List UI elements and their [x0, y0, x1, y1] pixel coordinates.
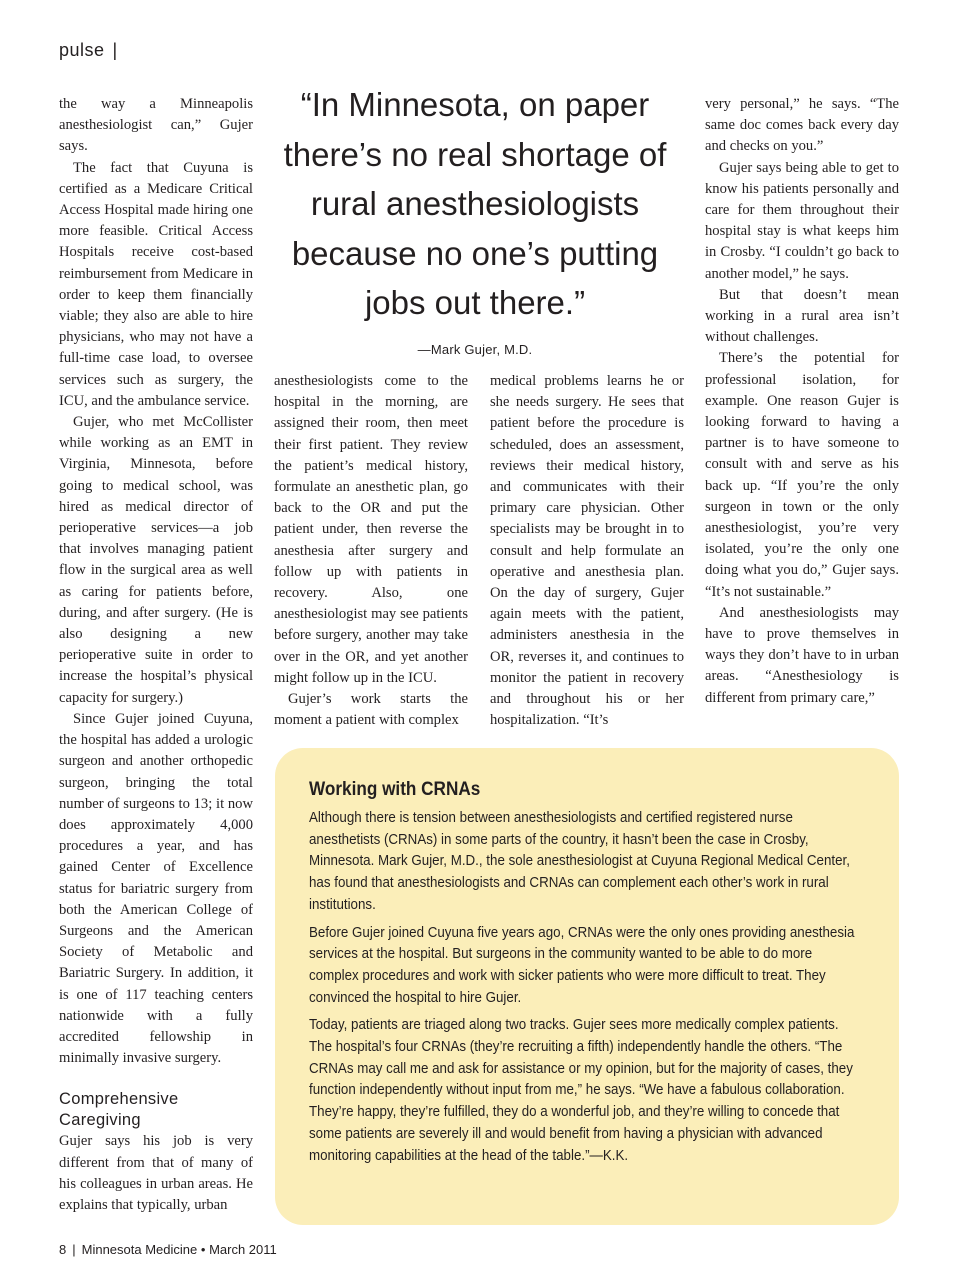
paragraph: Gujer says his job is very different from that of many of his colleagues in urban areas. He explains that typically, urban: [59, 1133, 253, 1213]
article-column-1: [59, 94, 253, 1229]
paragraph: The fact that Cuyuna is certified as a Medicare Critical Access Hospital made hiring one more feasible. Critical Access Hospitals receive cost-based reimbursement from Medicare in order to keep them financially viable; they also are able to hire physicians, who may not have a full-time case load, to oversee services such as surgery, the ICU, and the ambulance service.: [59, 159, 253, 409]
pull-quote-text: “In Minnesota, on paper there’s no real shortage of rural anesthesiologists because no one’s putting jobs out there.”: [283, 86, 667, 321]
pull-quote: [280, 80, 670, 357]
paragraph: Gujer, who met McCollister while working as an EMT in Virginia, Minnesota, before going to medical school, was hired as medical director of perioperative services—a job that involves managing patient flow in the surgical area as well as caring for patients before, during, and after surgery. (He is also designing a new perioperative suite in order to increase the hospital’s physical capacity for surgery.): [59, 414, 253, 706]
article-column-2: [274, 371, 468, 741]
article-column-4: [705, 94, 899, 744]
sidebar-paragraph: Today, patients are triaged along two tracks. Gujer sees more medically complex patients. The hospital’s four CRNAs (they’re recruiting a fifth) independently handle the others. “The CRNAs may call me and ask for assistance or my opinion, but for the majority of cases, they function independently without input from me,” he says. “We have a fabulous collaboration. They’re happy, they’re fulfilled, they do a wonderful job, and they’re willing to concede that some patients are severely ill and would benefit from having a physician with advanced monitoring capabilities at the head of the table.”—K.K.: [309, 1016, 853, 1164]
sidebar-paragraph: Before Gujer joined Cuyuna five years ago, CRNAs were the only ones providing anesthesia services at the hospital. But surgeons in the community wanted to be able to do more complex procedures and work with sicker patients who were more difficult to treat. They convinced the hospital to hire Gujer.: [309, 923, 855, 1006]
paragraph: But that doesn’t mean working in a rural area isn’t without challenges.: [705, 286, 899, 346]
issue-date: March 2011: [209, 1242, 277, 1257]
section-subhead: Comprehensive Caregiving: [59, 1090, 179, 1130]
sidebar-box: [275, 748, 899, 1225]
paragraph: Gujer says being able to get to know his patients personally and care for them throughout their hospital stay is what keeps him in Crosby. “I couldn’t go back to another model,” he says.: [705, 159, 899, 282]
running-head: [59, 40, 118, 61]
publication-name: Minnesota Medicine: [81, 1242, 198, 1257]
paragraph: There’s the potential for professional isolation, for example. One reason Gujer is looking forward to having a partner is to have someone to consult with and serve as his back up. “If you’re the only surgeon in town or the only anesthesiologist, you’re very isolated, you’re the only one doing what you do,” Gujer says. “It’s not sustainable.”: [705, 350, 899, 600]
pull-quote-attribution: —Mark Gujer, M.D.: [417, 341, 533, 357]
running-head-divider: |: [112, 40, 118, 60]
page-number: 8: [59, 1242, 67, 1257]
page-footer: [59, 1242, 277, 1257]
paragraph: And anesthesiologists may have to prove themselves in ways they don’t have to in urban areas. “Anesthesiology is different from primary care,”: [705, 604, 899, 706]
footer-bullet: •: [200, 1242, 206, 1257]
paragraph: medical problems learns he or she needs surgery. He sees that patient before the procedure is scheduled, does an assessment, reviews their medical history, and communicates with their primary care physician. Other specialists may be brought in to consult and help formulate an operative and anesthesia plan. On the day of surgery, Gujer again meets with the patient, administers anesthesia in the OR, reverses it, and continues to monitor the patient in recovery and throughout his or her hospitalization. “It’s: [490, 373, 684, 729]
paragraph: the way a Minneapolis anesthesiologist can,” Gujer says.: [59, 96, 253, 155]
article-column-3: [490, 371, 684, 741]
paragraph: Gujer’s work starts the moment a patient with complex: [274, 691, 468, 729]
section-label: pulse: [59, 40, 105, 60]
footer-divider: |: [72, 1242, 76, 1257]
paragraph: Since Gujer joined Cuyuna, the hospital has added a urologic surgeon and another orthopedic surgeon, bringing the total number of surgeons to 13; it now does approximately 4,000 procedures a year, and has gained Center of Excellence status for bariatric surgery from both the American College of Surgeons and the American Society of Metabolic and Bariatric Surgery. In addition, it is one of 117 teaching centers nationwide with a fully accredited fellowship in minimally invasive surgery.: [59, 710, 253, 1067]
paragraph: anesthesiologists come to the hospital in the morning, are assigned their room, then meet their first patient. They review the patient’s medical history, formulate an anesthetic plan, go back to the OR and put the patient under, then reverse the anesthesia after surgery and follow up with patients in recovery. Also, one anesthesiologist may see patients before surgery, another may take over in the OR, and yet another might follow up in the ICU.: [274, 373, 468, 686]
sidebar-paragraph: Although there is tension between anesthesiologists and certified registered nurse anesthetists (CRNAs) in some parts of the country, it hasn’t been the case in Crosby, Minnesota. Mark Gujer, M.D., the sole anesthesiologist at Cuyuna Regional Medical Center, has found that anesthesiologists and CRNAs can complement each other’s work in rural institutions.: [309, 809, 850, 913]
paragraph: very personal,” he says. “The same doc comes back every day and checks on you.”: [705, 96, 899, 155]
sidebar-title: Working with CRNAs: [309, 778, 481, 800]
